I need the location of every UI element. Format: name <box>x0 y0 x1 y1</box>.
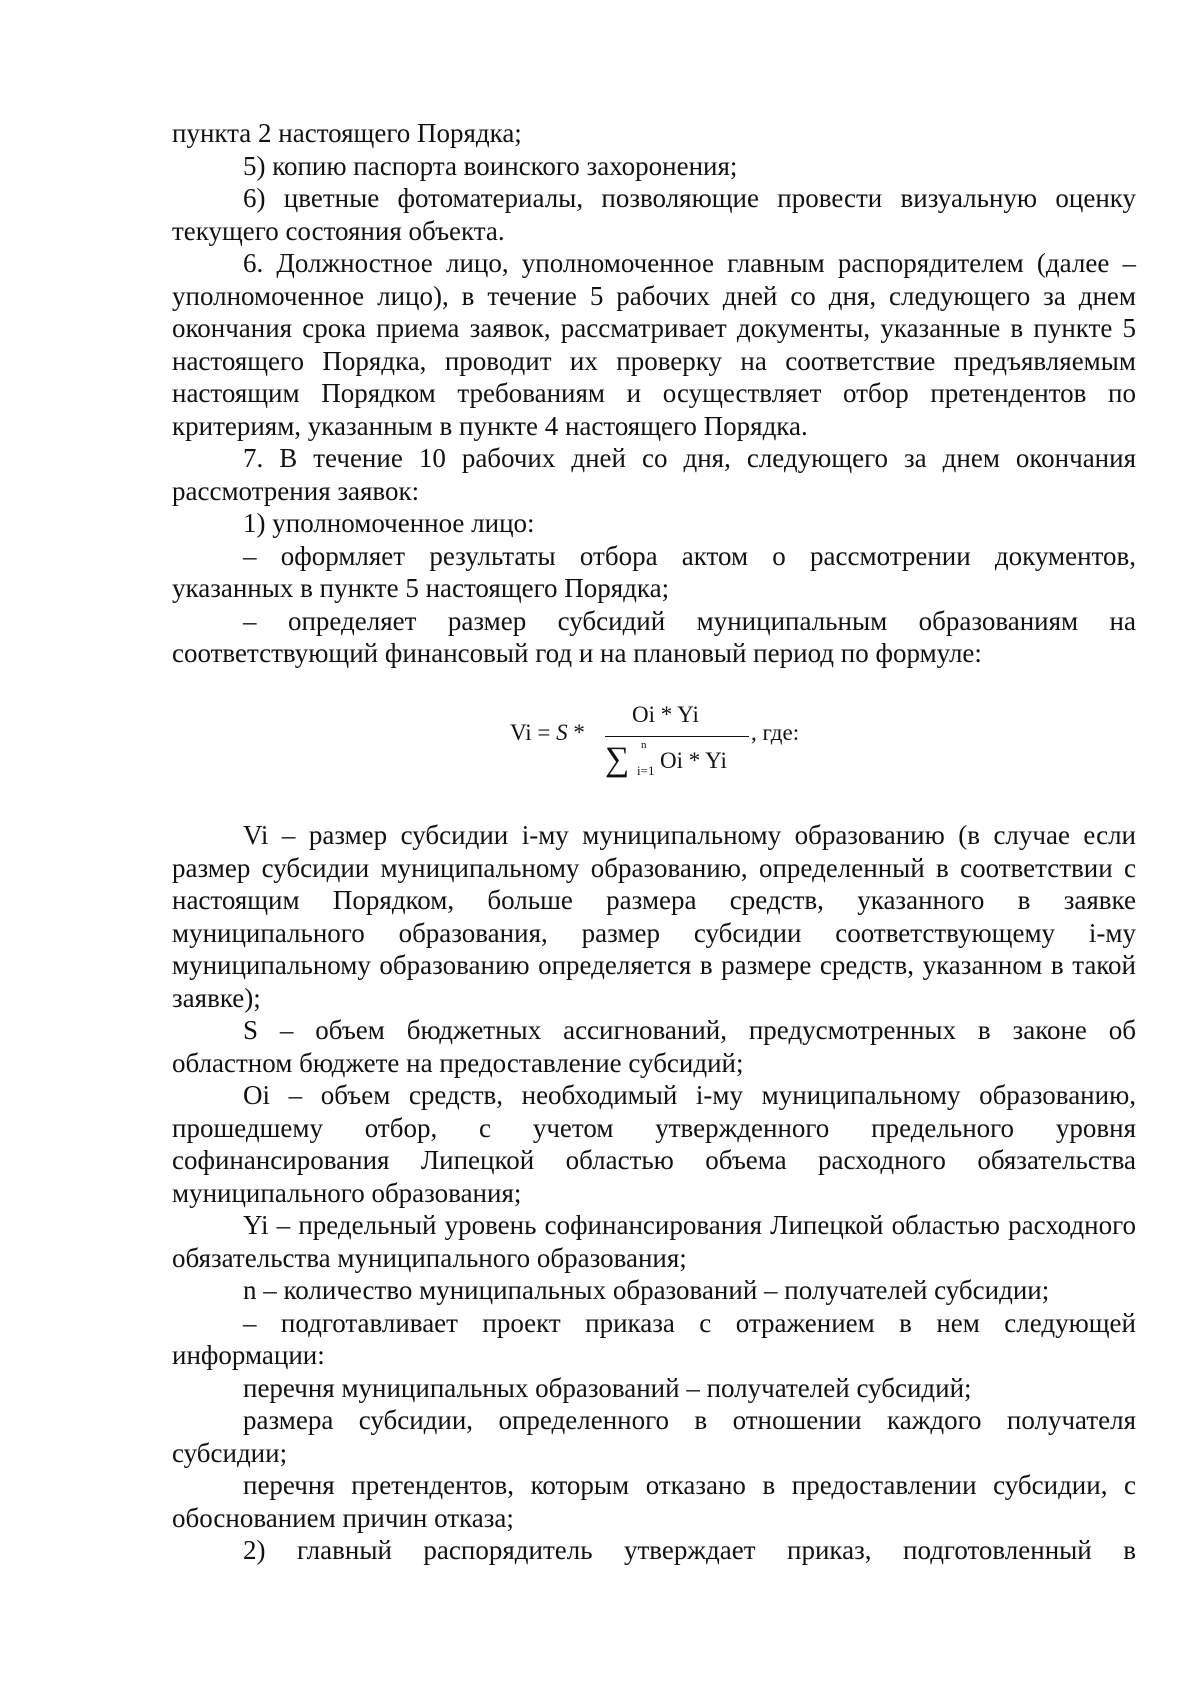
formula-fraction-line <box>605 736 749 737</box>
paragraph: 5) копию паспорта воинского захоронения; <box>243 150 738 181</box>
paragraph: 6. Должностное лицо, уполномоченное главным распорядителем (далее – уполномоченное лицо), в течение 5 рабочих дней со дня, следующего за днем окончания срока приема заявок, рассматривает документы, указанные в пункте 5 настоящего Порядка, проводит их проверку на соответствие предъявляемым настоящим Порядком требованиям и осуществляет отбор претендентов по критериям, указанным в пункте 4 настоящего Порядка. <box>172 248 1136 441</box>
paragraph: – подготавливает проект приказа с отражением в нем следующей информации: <box>172 1307 1136 1370</box>
paragraph: Vi – размер субсидии i-му муниципальному образованию (в случае если размер субсидии муниципальному образованию, определенный в соответствии с настоящим Порядком, больше размера средств, указанного в заявке муниципального образования, размер субсидии соответствующему i-му муниципальному образованию определяется в размере средств, указанном в такой заявке); <box>172 820 1136 1013</box>
paragraph: 1) уполномоченное лицо: <box>243 508 535 538</box>
paragraph: – определяет размер субсидий муниципальным образованиям на соответствующий финансовый год и на плановый период по формуле: <box>172 605 1136 668</box>
formula-lhs <box>510 720 585 746</box>
paragraph: n – количество муниципальных образований – получателей субсидии; <box>243 1275 1050 1305</box>
formula-sum-lower-limit: i=1 <box>637 763 655 778</box>
text-block-top <box>172 117 1136 670</box>
paragraph: пункта 2 настоящего Порядка; <box>172 118 522 148</box>
paragraph: перечня претендентов, которым отказано в предоставлении субсидии, с обоснованием причин отказа; <box>172 1470 1136 1533</box>
paragraph: 6) цветные фотоматериалы, позволяющие провести визуальную оценку текущего состояния объекта. <box>172 183 1136 246</box>
formula-s-variable: S <box>556 720 568 745</box>
formula-where-label: , где: <box>751 720 800 745</box>
paragraph: 2) главный распорядитель утверждает приказ, подготовленный в <box>243 1535 1136 1565</box>
subsidy-formula <box>510 698 810 788</box>
formula-denominator: Oi * Yi <box>660 748 727 773</box>
text-block-bottom <box>172 819 1136 1567</box>
paragraph: 7. В течение 10 рабочих дней со дня, следующего за днем окончания рассмотрения заявок: <box>172 443 1136 506</box>
paragraph: – оформляет результаты отбора актом о рассмотрении документов, указанных в пункте 5 настоящего Порядка; <box>172 540 1136 603</box>
paragraph: перечня муниципальных образований – получателей субсидий; <box>243 1372 972 1403</box>
formula-numerator: Oi * Yi <box>632 702 699 727</box>
formula-sum-upper-limit: n <box>641 739 647 751</box>
formula-times: * <box>567 720 585 745</box>
formula-sum-symbol: ∑ <box>605 741 630 778</box>
paragraph: Yi – предельный уровень софинансирования Липецкой областью расходного обязательства муниципального образования; <box>172 1210 1136 1273</box>
formula-lhs-text: Vi = <box>510 720 557 745</box>
paragraph: Oi – объем средств, необходимый i-му муниципальному образованию, прошедшему отбор, с учетом утвержденного предельного уровня софинансирования Липецкой областью объема расходного обязательства муниципального образования; <box>172 1080 1136 1208</box>
paragraph: S – объем бюджетных ассигнований, предусмотренных в законе об областном бюджете на предоставление субсидий; <box>172 1015 1136 1078</box>
paragraph: размера субсидии, определенного в отношении каждого получателя субсидии; <box>172 1405 1136 1468</box>
